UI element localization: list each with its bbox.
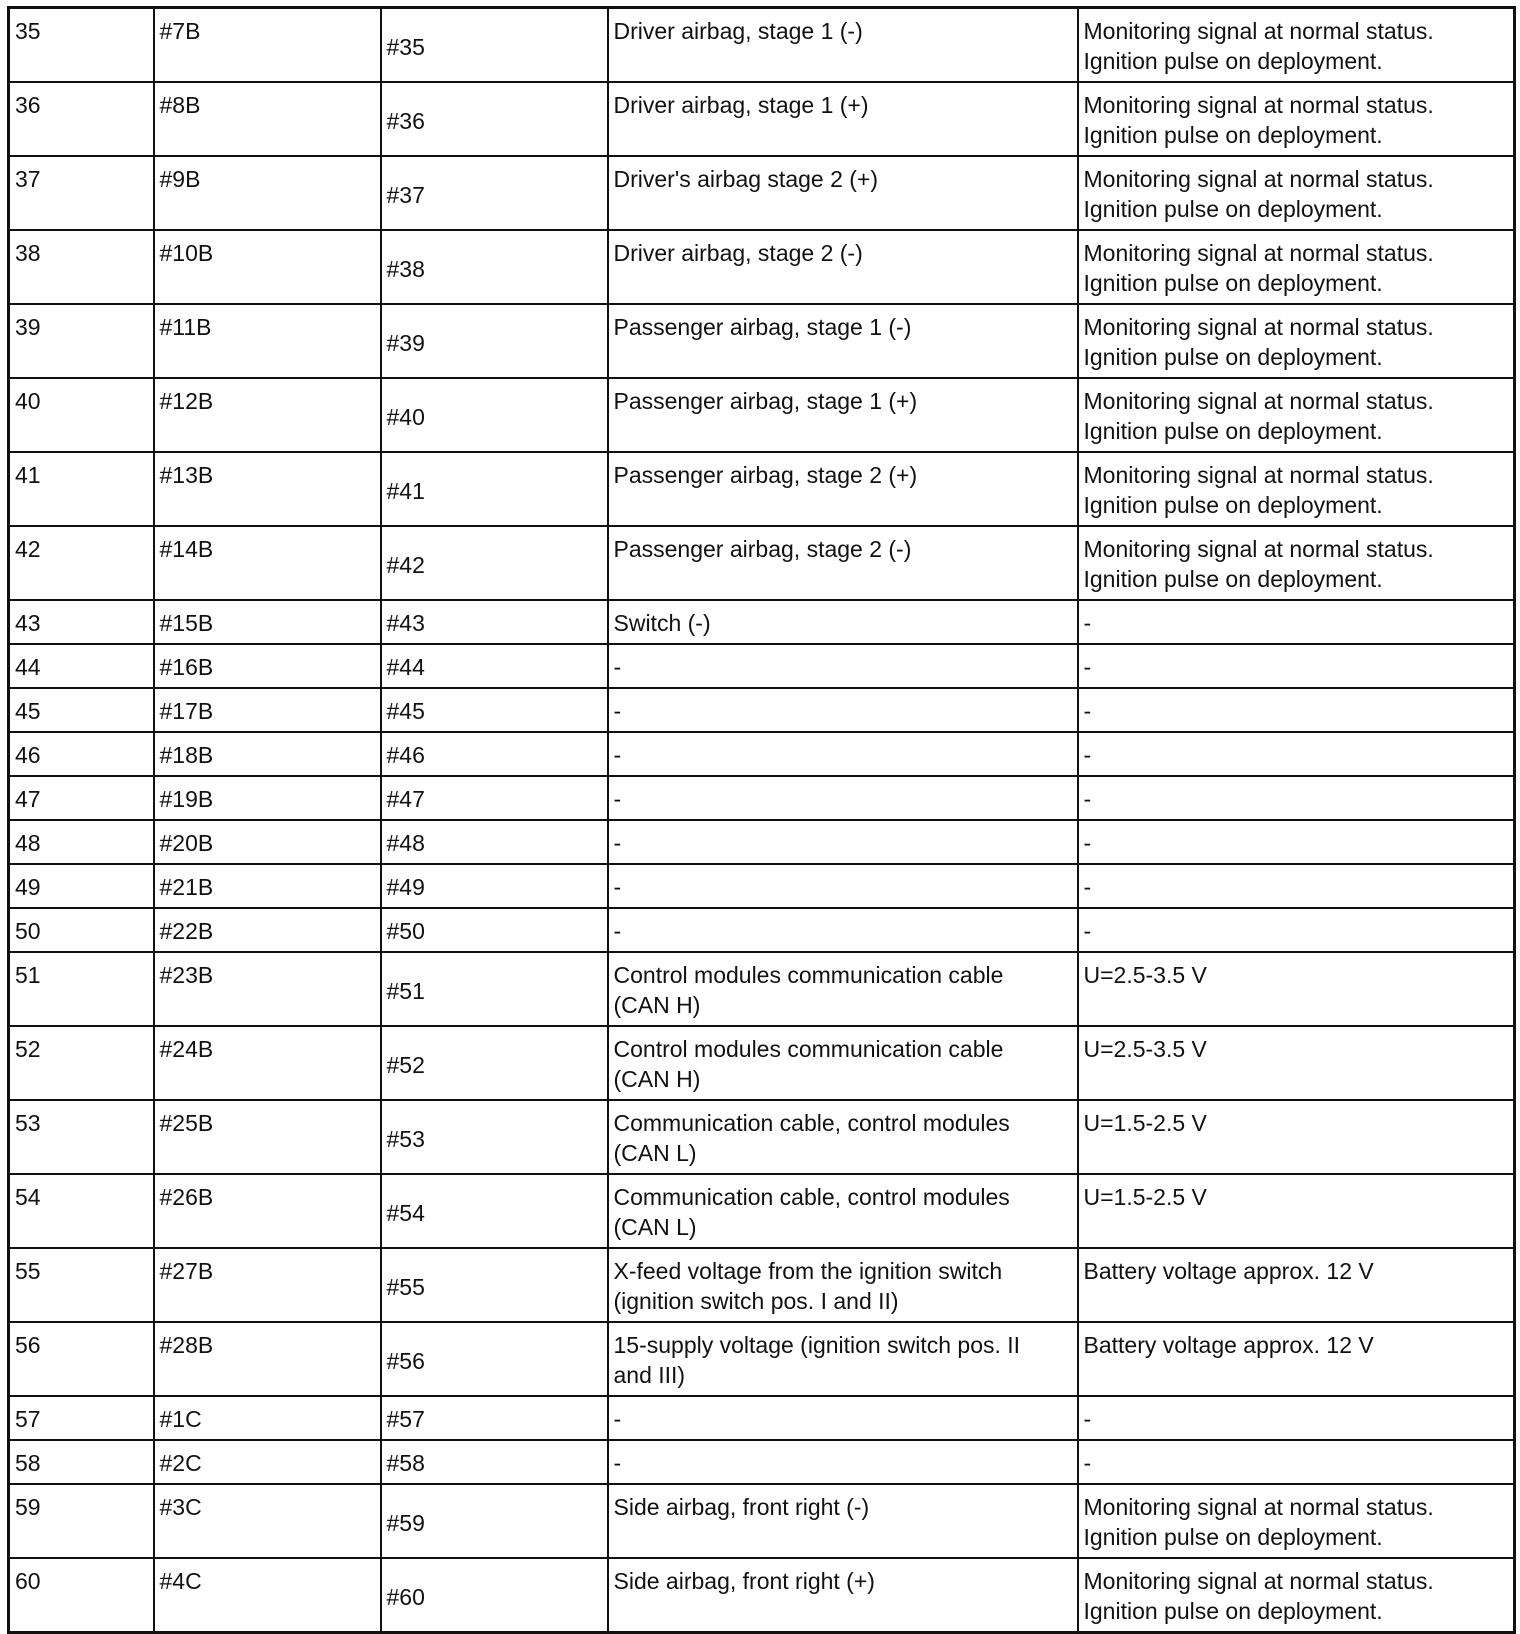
signal-cell xyxy=(1078,776,1515,820)
signal-line: - xyxy=(1083,698,1092,724)
description-line: (ignition switch pos. I and II) xyxy=(613,1288,899,1314)
description-cell xyxy=(608,156,1078,230)
pin-number-cell: 46 xyxy=(9,732,154,776)
pin-reference-cell: #52 xyxy=(381,1026,608,1100)
description-line: Side airbag, front right (+) xyxy=(613,1568,875,1594)
description-line: - xyxy=(613,742,622,768)
signal-line: - xyxy=(1083,874,1092,900)
description-line: (CAN H) xyxy=(613,992,701,1018)
description-line: X-feed voltage from the ignition switch xyxy=(613,1258,1003,1284)
pin-reference-cell: #40 xyxy=(381,378,608,452)
table-row xyxy=(9,1100,1515,1174)
signal-line: Ignition pulse on deployment. xyxy=(1083,344,1383,370)
cavity-cell: #2C xyxy=(154,1440,381,1484)
signal-line: - xyxy=(1083,830,1092,856)
signal-cell xyxy=(1078,230,1515,304)
description-cell xyxy=(608,1026,1078,1100)
description-line: Driver airbag, stage 2 (-) xyxy=(613,240,863,266)
pin-reference-cell: #48 xyxy=(381,820,608,864)
description-cell xyxy=(608,1100,1078,1174)
description-line: - xyxy=(613,786,622,812)
description-cell xyxy=(608,8,1078,83)
table-row xyxy=(9,776,1515,820)
pin-reference-cell: #58 xyxy=(381,1440,608,1484)
signal-line: Ignition pulse on deployment. xyxy=(1083,122,1383,148)
signal-line: Battery voltage approx. 12 V xyxy=(1083,1332,1374,1358)
description-line: Driver airbag, stage 1 (-) xyxy=(613,18,863,44)
pin-number-cell: 54 xyxy=(9,1174,154,1248)
description-line: Passenger airbag, stage 1 (+) xyxy=(613,388,918,414)
signal-cell xyxy=(1078,1174,1515,1248)
description-line: Passenger airbag, stage 2 (+) xyxy=(613,462,918,488)
pin-reference-cell: #57 xyxy=(381,1396,608,1440)
pin-table-body xyxy=(9,8,1515,1633)
table-row xyxy=(9,908,1515,952)
signal-cell xyxy=(1078,644,1515,688)
pin-reference-cell: #46 xyxy=(381,732,608,776)
signal-cell xyxy=(1078,600,1515,644)
pin-number-cell: 43 xyxy=(9,600,154,644)
signal-cell xyxy=(1078,864,1515,908)
pin-number-cell: 50 xyxy=(9,908,154,952)
pin-number-cell: 51 xyxy=(9,952,154,1026)
pin-reference-cell: #47 xyxy=(381,776,608,820)
table-row xyxy=(9,732,1515,776)
cavity-cell: #12B xyxy=(154,378,381,452)
pin-number-cell: 60 xyxy=(9,1558,154,1633)
signal-cell xyxy=(1078,1558,1515,1633)
table-row xyxy=(9,304,1515,378)
signal-cell xyxy=(1078,452,1515,526)
signal-cell xyxy=(1078,952,1515,1026)
signal-cell xyxy=(1078,908,1515,952)
signal-line: - xyxy=(1083,610,1092,636)
description-cell xyxy=(608,452,1078,526)
signal-line: U=2.5-3.5 V xyxy=(1083,1036,1207,1062)
signal-cell xyxy=(1078,1248,1515,1322)
signal-cell xyxy=(1078,1440,1515,1484)
signal-line: - xyxy=(1083,786,1092,812)
table-row xyxy=(9,688,1515,732)
signal-line: Ignition pulse on deployment. xyxy=(1083,1524,1383,1550)
cavity-cell: #16B xyxy=(154,644,381,688)
cavity-cell: #7B xyxy=(154,8,381,83)
cavity-cell: #4C xyxy=(154,1558,381,1633)
table-row xyxy=(9,1396,1515,1440)
table-row xyxy=(9,8,1515,83)
pin-number-cell: 52 xyxy=(9,1026,154,1100)
signal-line: U=1.5-2.5 V xyxy=(1083,1184,1207,1210)
signal-line: Ignition pulse on deployment. xyxy=(1083,196,1383,222)
cavity-cell: #14B xyxy=(154,526,381,600)
description-cell xyxy=(608,1396,1078,1440)
pin-reference-cell: #55 xyxy=(381,1248,608,1322)
signal-line: Ignition pulse on deployment. xyxy=(1083,1598,1383,1624)
pin-number-cell: 42 xyxy=(9,526,154,600)
pin-reference-cell: #56 xyxy=(381,1322,608,1396)
pin-reference-cell: #44 xyxy=(381,644,608,688)
pin-table xyxy=(7,6,1516,1634)
table-row xyxy=(9,378,1515,452)
signal-line: Monitoring signal at normal status. xyxy=(1083,462,1434,488)
signal-cell xyxy=(1078,1396,1515,1440)
table-row xyxy=(9,952,1515,1026)
pin-reference-cell: #37 xyxy=(381,156,608,230)
signal-line: Monitoring signal at normal status. xyxy=(1083,166,1434,192)
description-line: - xyxy=(613,654,622,680)
signal-line: - xyxy=(1083,654,1092,680)
table-row xyxy=(9,452,1515,526)
table-row xyxy=(9,644,1515,688)
cavity-cell: #25B xyxy=(154,1100,381,1174)
signal-line: Monitoring signal at normal status. xyxy=(1083,1494,1434,1520)
cavity-cell: #8B xyxy=(154,82,381,156)
description-cell xyxy=(608,820,1078,864)
signal-line: Ignition pulse on deployment. xyxy=(1083,48,1383,74)
cavity-cell: #13B xyxy=(154,452,381,526)
signal-cell xyxy=(1078,1484,1515,1558)
cavity-cell: #27B xyxy=(154,1248,381,1322)
table-row xyxy=(9,82,1515,156)
cavity-cell: #24B xyxy=(154,1026,381,1100)
description-line: - xyxy=(613,1450,622,1476)
pin-number-cell: 41 xyxy=(9,452,154,526)
description-line: - xyxy=(613,874,622,900)
description-cell xyxy=(608,1440,1078,1484)
pin-reference-cell: #41 xyxy=(381,452,608,526)
pin-number-cell: 55 xyxy=(9,1248,154,1322)
signal-line: Monitoring signal at normal status. xyxy=(1083,388,1434,414)
cavity-cell: #22B xyxy=(154,908,381,952)
description-line: Control modules communication cable xyxy=(613,1036,1004,1062)
pin-reference-cell: #59 xyxy=(381,1484,608,1558)
signal-cell xyxy=(1078,304,1515,378)
description-cell xyxy=(608,82,1078,156)
pin-reference-cell: #49 xyxy=(381,864,608,908)
pin-number-cell: 38 xyxy=(9,230,154,304)
table-row xyxy=(9,1026,1515,1100)
description-line: Communication cable, control modules xyxy=(613,1184,1010,1210)
signal-line: Monitoring signal at normal status. xyxy=(1083,314,1434,340)
description-line: - xyxy=(613,918,622,944)
pin-reference-cell: #51 xyxy=(381,952,608,1026)
description-line: and III) xyxy=(613,1362,686,1388)
signal-cell xyxy=(1078,820,1515,864)
signal-line: Monitoring signal at normal status. xyxy=(1083,18,1434,44)
signal-line: Ignition pulse on deployment. xyxy=(1083,270,1383,296)
table-row xyxy=(9,1248,1515,1322)
description-line: - xyxy=(613,830,622,856)
pin-reference-cell: #50 xyxy=(381,908,608,952)
table-row xyxy=(9,1484,1515,1558)
signal-cell xyxy=(1078,526,1515,600)
signal-cell xyxy=(1078,1026,1515,1100)
description-cell xyxy=(608,1322,1078,1396)
signal-line: Monitoring signal at normal status. xyxy=(1083,240,1434,266)
pin-number-cell: 36 xyxy=(9,82,154,156)
signal-line: Battery voltage approx. 12 V xyxy=(1083,1258,1374,1284)
signal-cell xyxy=(1078,156,1515,230)
signal-line: Ignition pulse on deployment. xyxy=(1083,566,1383,592)
description-line: Control modules communication cable xyxy=(613,962,1004,988)
signal-line: U=1.5-2.5 V xyxy=(1083,1110,1207,1136)
cavity-cell: #1C xyxy=(154,1396,381,1440)
signal-line: Monitoring signal at normal status. xyxy=(1083,1568,1434,1594)
pin-number-cell: 53 xyxy=(9,1100,154,1174)
pin-number-cell: 37 xyxy=(9,156,154,230)
pin-number-cell: 44 xyxy=(9,644,154,688)
description-line: (CAN H) xyxy=(613,1066,701,1092)
description-line: Driver's airbag stage 2 (+) xyxy=(613,166,879,192)
pin-reference-cell: #36 xyxy=(381,82,608,156)
table-row xyxy=(9,1440,1515,1484)
description-cell xyxy=(608,776,1078,820)
description-cell xyxy=(608,908,1078,952)
cavity-cell: #18B xyxy=(154,732,381,776)
description-line: Passenger airbag, stage 2 (-) xyxy=(613,536,912,562)
description-cell xyxy=(608,600,1078,644)
cavity-cell: #23B xyxy=(154,952,381,1026)
cavity-cell: #19B xyxy=(154,776,381,820)
description-line: Communication cable, control modules xyxy=(613,1110,1010,1136)
cavity-cell: #17B xyxy=(154,688,381,732)
pin-number-cell: 56 xyxy=(9,1322,154,1396)
description-cell xyxy=(608,644,1078,688)
signal-cell xyxy=(1078,378,1515,452)
signal-line: Monitoring signal at normal status. xyxy=(1083,536,1434,562)
pin-reference-cell: #45 xyxy=(381,688,608,732)
signal-line: Ignition pulse on deployment. xyxy=(1083,418,1383,444)
description-cell xyxy=(608,1248,1078,1322)
description-cell xyxy=(608,1558,1078,1633)
description-cell xyxy=(608,952,1078,1026)
signal-line: Ignition pulse on deployment. xyxy=(1083,492,1383,518)
description-cell xyxy=(608,230,1078,304)
pin-number-cell: 48 xyxy=(9,820,154,864)
cavity-cell: #11B xyxy=(154,304,381,378)
signal-line: - xyxy=(1083,918,1092,944)
description-line: Driver airbag, stage 1 (+) xyxy=(613,92,869,118)
description-cell xyxy=(608,732,1078,776)
description-cell xyxy=(608,378,1078,452)
pin-reference-cell: #38 xyxy=(381,230,608,304)
pin-reference-cell: #60 xyxy=(381,1558,608,1633)
signal-line: U=2.5-3.5 V xyxy=(1083,962,1207,988)
table-row xyxy=(9,1558,1515,1633)
description-line: Passenger airbag, stage 1 (-) xyxy=(613,314,912,340)
signal-cell xyxy=(1078,1322,1515,1396)
cavity-cell: #20B xyxy=(154,820,381,864)
description-cell xyxy=(608,1484,1078,1558)
pin-reference-cell: #42 xyxy=(381,526,608,600)
signal-cell xyxy=(1078,8,1515,83)
description-line: Switch (-) xyxy=(613,610,711,636)
cavity-cell: #21B xyxy=(154,864,381,908)
table-row xyxy=(9,156,1515,230)
signal-cell xyxy=(1078,1100,1515,1174)
table-row xyxy=(9,600,1515,644)
cavity-cell: #15B xyxy=(154,600,381,644)
pin-number-cell: 45 xyxy=(9,688,154,732)
description-line: (CAN L) xyxy=(613,1214,697,1240)
table-row xyxy=(9,864,1515,908)
signal-line: - xyxy=(1083,1450,1092,1476)
pin-number-cell: 47 xyxy=(9,776,154,820)
pin-reference-cell: #39 xyxy=(381,304,608,378)
signal-line: Monitoring signal at normal status. xyxy=(1083,92,1434,118)
description-cell xyxy=(608,526,1078,600)
description-line: Side airbag, front right (-) xyxy=(613,1494,870,1520)
description-line: - xyxy=(613,1406,622,1432)
cavity-cell: #3C xyxy=(154,1484,381,1558)
pin-reference-cell: #53 xyxy=(381,1100,608,1174)
signal-cell xyxy=(1078,732,1515,776)
table-row xyxy=(9,230,1515,304)
cavity-cell: #9B xyxy=(154,156,381,230)
description-cell xyxy=(608,1174,1078,1248)
signal-cell xyxy=(1078,82,1515,156)
description-line: (CAN L) xyxy=(613,1140,697,1166)
pin-number-cell: 59 xyxy=(9,1484,154,1558)
cavity-cell: #28B xyxy=(154,1322,381,1396)
pin-number-cell: 40 xyxy=(9,378,154,452)
pin-reference-cell: #54 xyxy=(381,1174,608,1248)
table-row xyxy=(9,526,1515,600)
description-line: 15-supply voltage (ignition switch pos. II xyxy=(613,1332,1021,1358)
table-row xyxy=(9,1322,1515,1396)
table-row xyxy=(9,1174,1515,1248)
pin-reference-cell: #43 xyxy=(381,600,608,644)
table-row xyxy=(9,820,1515,864)
signal-line: - xyxy=(1083,1406,1092,1432)
pin-number-cell: 35 xyxy=(9,8,154,83)
description-cell xyxy=(608,304,1078,378)
pin-number-cell: 49 xyxy=(9,864,154,908)
pin-number-cell: 57 xyxy=(9,1396,154,1440)
cavity-cell: #10B xyxy=(154,230,381,304)
pin-reference-cell: #35 xyxy=(381,8,608,83)
signal-line: - xyxy=(1083,742,1092,768)
pin-number-cell: 39 xyxy=(9,304,154,378)
pin-number-cell: 58 xyxy=(9,1440,154,1484)
signal-cell xyxy=(1078,688,1515,732)
description-cell xyxy=(608,688,1078,732)
description-line: - xyxy=(613,698,622,724)
cavity-cell: #26B xyxy=(154,1174,381,1248)
description-cell xyxy=(608,864,1078,908)
